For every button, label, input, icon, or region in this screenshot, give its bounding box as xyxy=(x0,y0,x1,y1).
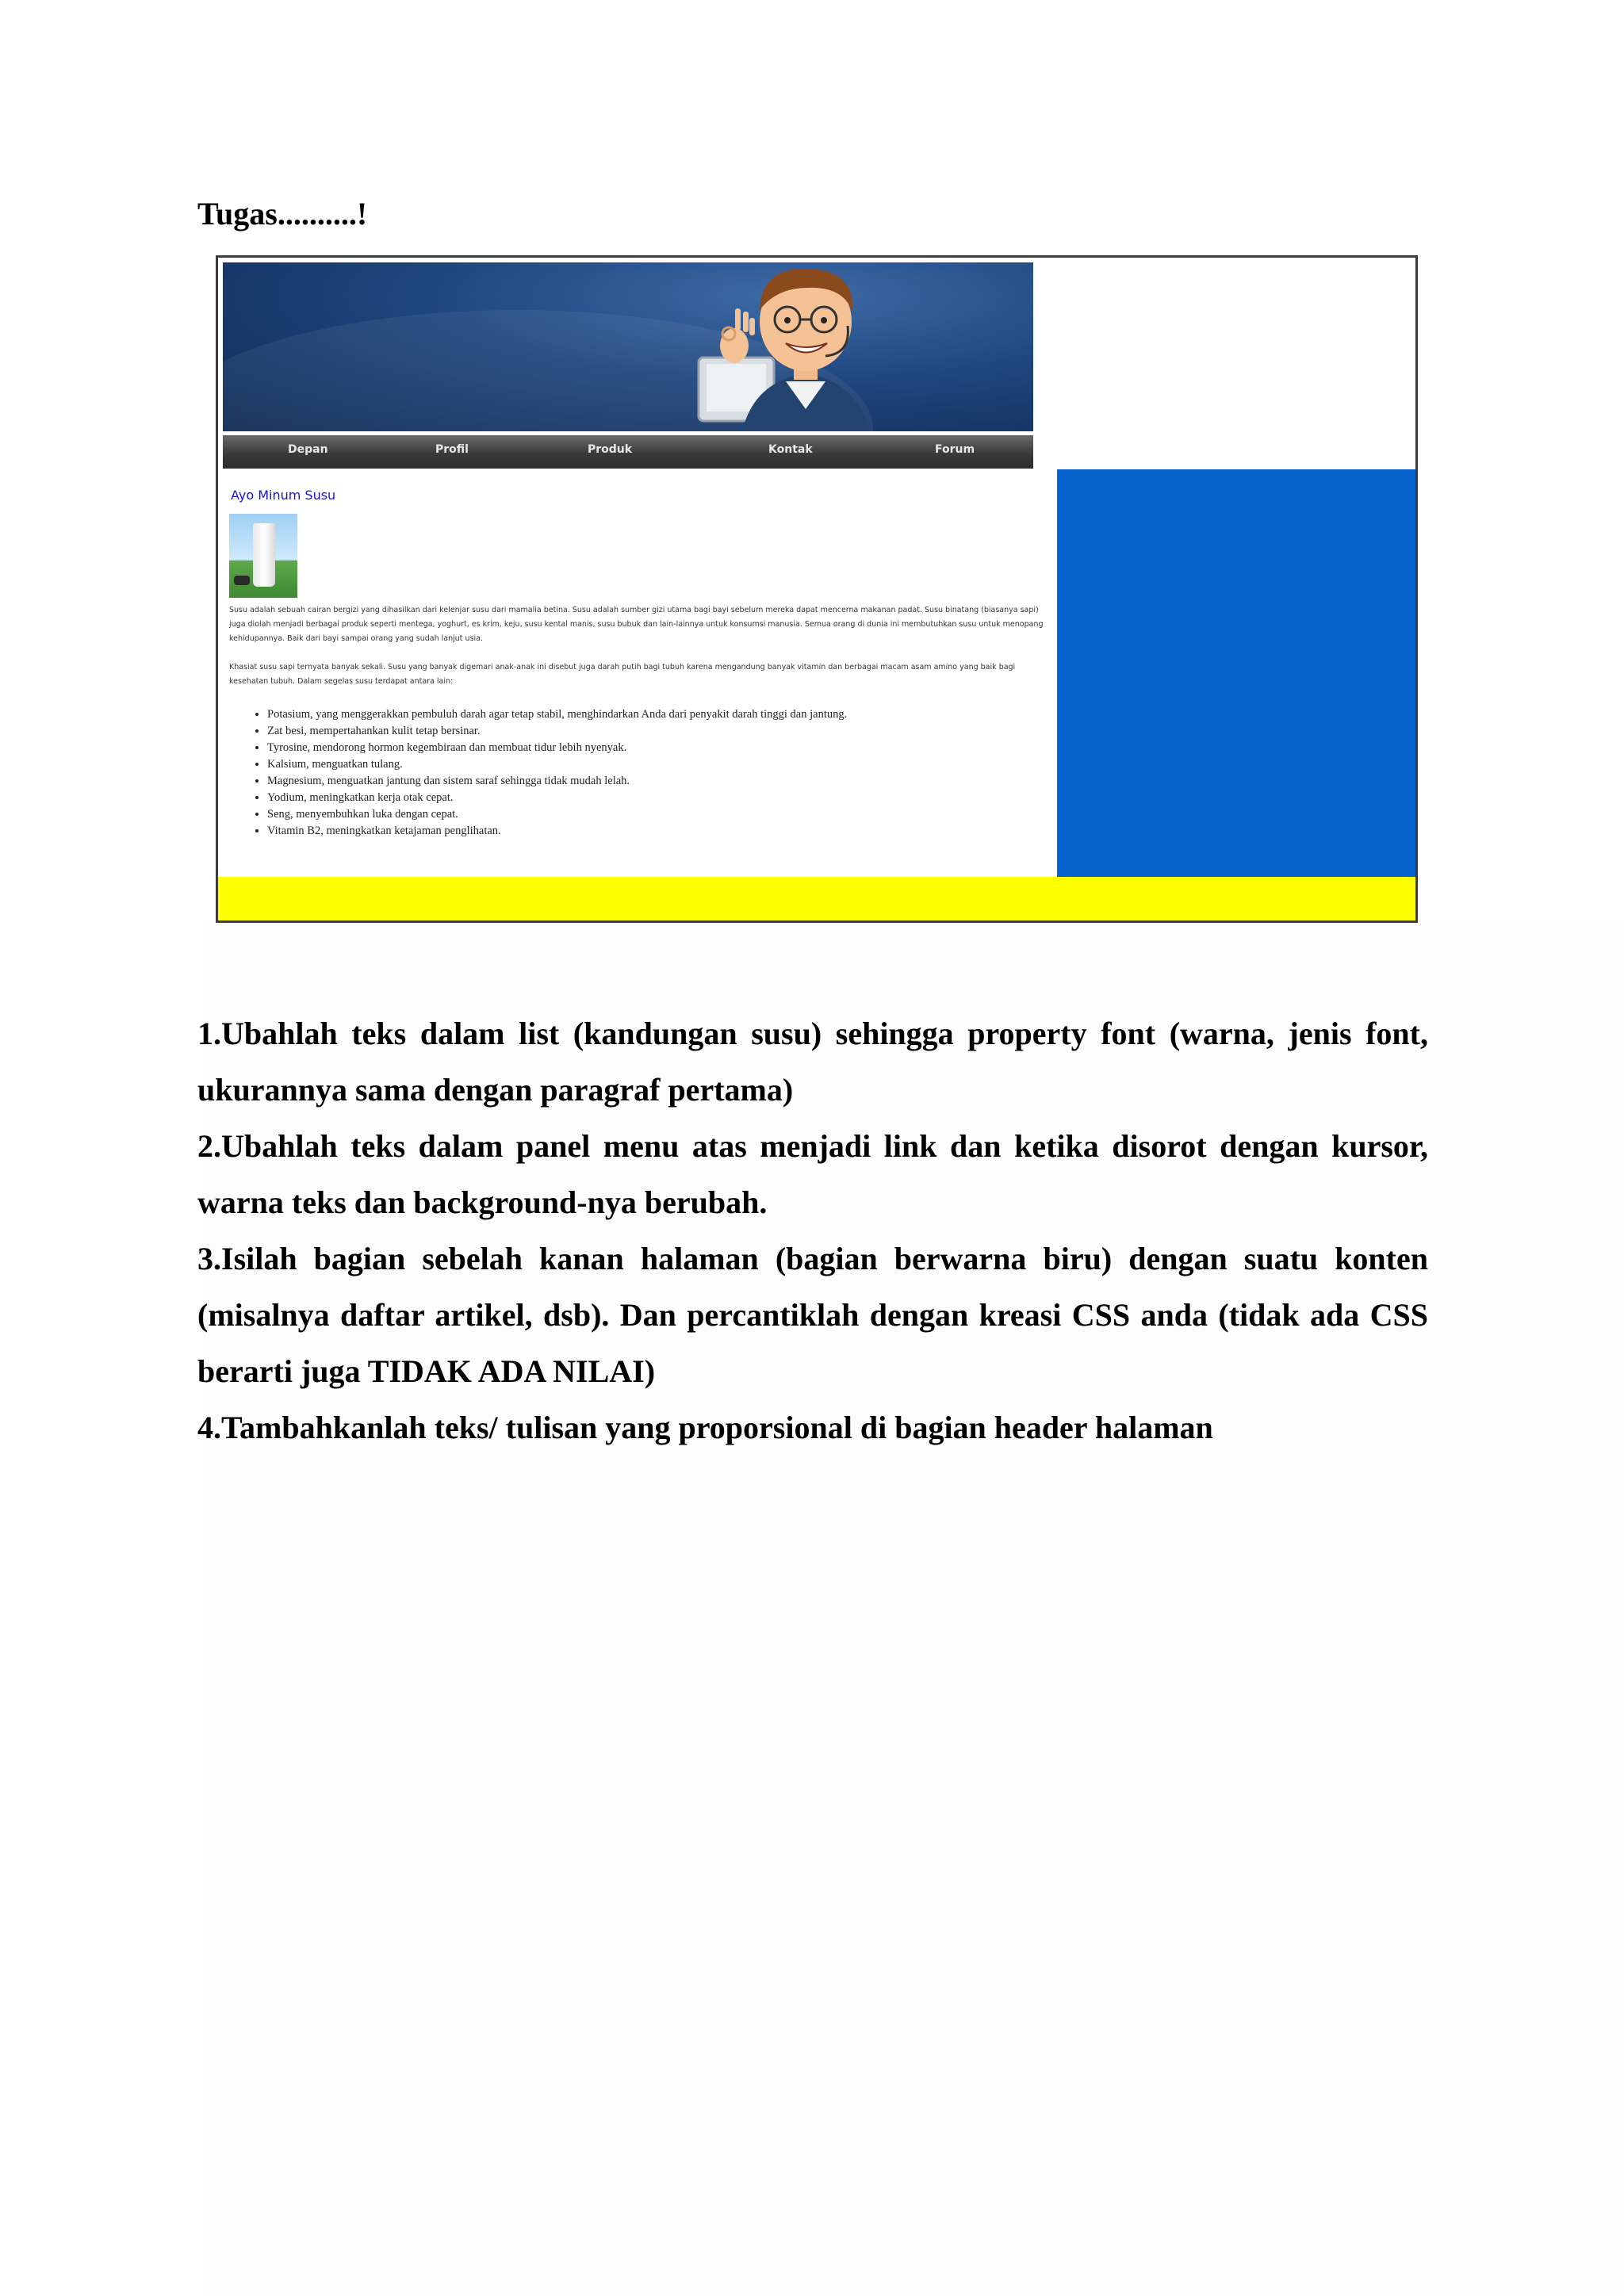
mascot-illustration xyxy=(667,262,905,431)
paragraph-2: Khasiat susu sapi ternyata banyak sekali. Susu yang banyak digemari anak-anak ini disebut juga darah putih bagi tubuh karena mengandung banyak vitamin dan berbagai macam asam amino yang baik bagi kesehatan tubuh. Dalam segelas susu terdapat antara lain: xyxy=(229,663,1016,686)
list-item: • Seng, menyembuhkan luka dengan cepat. xyxy=(267,806,847,823)
website-screenshot xyxy=(216,255,1418,923)
list-item: • Vitamin B2, meningkatkan ketajaman penglihatan. xyxy=(267,823,847,840)
task-list xyxy=(197,1005,1428,1456)
task-2: 2.Ubahlah teks dalam panel menu atas menjadi link dan ketika disorot dengan kursor, warna teks dan background-nya berubah. xyxy=(197,1128,1428,1220)
content-title: Ayo Minum Susu xyxy=(231,488,336,503)
menu-item-depan[interactable]: Depan xyxy=(288,443,328,456)
list-item: • Potasium, yang menggerakkan pembuluh darah agar tetap stabil, menghindarkan Anda dari penyakit darah tinggi dan jantung. xyxy=(267,706,847,723)
list-item: • Zat besi, mempertahankan kulit tetap bersinar. xyxy=(267,723,847,740)
header-banner xyxy=(223,262,1033,431)
list-item: • Tyrosine, mendorong hormon kegembiraan dan membuat tidur lebih nyenyak. xyxy=(267,740,847,756)
milk-image xyxy=(229,514,297,598)
menu-item-kontak[interactable]: Kontak xyxy=(768,443,813,456)
blue-sidebar xyxy=(1057,469,1415,877)
assignment-heading: Tugas..........! xyxy=(197,196,368,232)
paragraph-1: Susu adalah sebuah cairan bergizi yang dihasilkan dari kelenjar susu dari mamalia betina. Susu adalah sumber gizi utama bagi bayi sebelum mereka dapat mencerna makanan padat. Susu binatang (biasanya sapi) juga diolah menjadi berbagai produk seperti mentega, yoghurt, es krim, keju, susu kental manis, susu bubuk dan lain-lainnya untuk konsumsi manusia. Semua orang di dunia ini membutuhkan susu untuk menopang kehidupannya. Baik dari bayi sampai orang yang sudah lanjut usia. xyxy=(229,606,1044,643)
milk-glass xyxy=(253,523,275,587)
menu-item-forum[interactable]: Forum xyxy=(935,443,975,456)
menu-item-produk[interactable]: Produk xyxy=(588,443,633,456)
yellow-footer xyxy=(218,877,1415,920)
task-1: 1.Ubahlah teks dalam list (kandungan susu) sehingga property font (warna, jenis font, ukurannya sama dengan paragraf pertama) xyxy=(197,1016,1428,1108)
nutrient-list xyxy=(253,706,847,840)
menu-item-profil[interactable]: Profil xyxy=(435,443,469,456)
task-3: 3.Isilah bagian sebelah kanan halaman (bagian berwarna biru) dengan suatu konten (misalnya daftar artikel, dsb). Dan percantiklah dengan kreasi CSS anda (tidak ada CSS berarti juga TIDAK ADA NILAI) xyxy=(197,1241,1428,1389)
cow-figure xyxy=(234,576,250,585)
list-item: • Yodium, meningkatkan kerja otak cepat. xyxy=(267,790,847,806)
list-item: • Kalsium, menguatkan tulang. xyxy=(267,756,847,773)
list-item: • Magnesium, menguatkan jantung dan sistem saraf sehingga tidak mudah lelah. xyxy=(267,773,847,790)
task-4: 4.Tambahkanlah teks/ tulisan yang proporsional di bagian header halaman xyxy=(197,1410,1213,1445)
top-menu xyxy=(223,435,1033,469)
